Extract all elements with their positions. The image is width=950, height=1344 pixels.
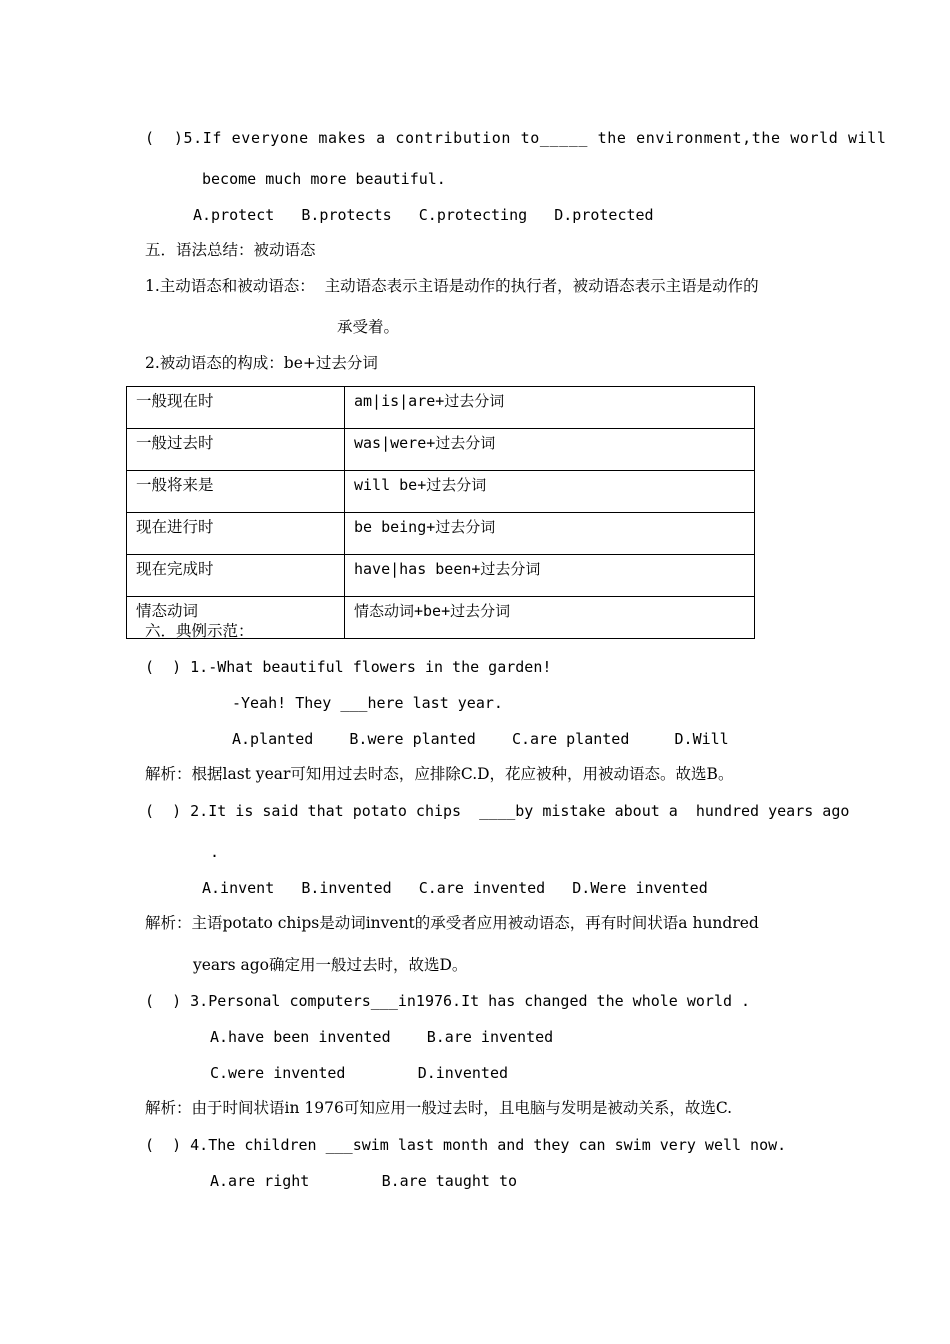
ex3-analysis: 解析：由于时间状语in 1976可知应用一般过去时，且电脑与发明是被动关系，故选C. bbox=[145, 1099, 733, 1117]
ex1-question: ( ) 1.-What beautiful flowers in the garden! bbox=[145, 658, 552, 676]
form-cell: will be+过去分词 bbox=[345, 471, 755, 513]
section5-item1-line2: 承受着。 bbox=[337, 318, 400, 336]
tense-cell: 一般将来是 bbox=[127, 471, 345, 513]
table-row bbox=[127, 555, 755, 597]
ex3-options-2: C.were invented D.invented bbox=[210, 1064, 509, 1082]
table-row bbox=[127, 471, 755, 513]
form-cell: be being+过去分词 bbox=[345, 513, 755, 555]
section5-item2: 2.被动语态的构成：be+过去分词 bbox=[145, 354, 378, 372]
section5-item1-line1: 1.主动语态和被动语态： 主动语态表示主语是动作的执行者，被动语态表示主语是动作的 bbox=[145, 277, 759, 295]
tense-cell: 现在进行时 bbox=[127, 513, 345, 555]
ex3-question: ( ) 3.Personal computers___in1976.It has changed the whole world . bbox=[145, 992, 751, 1010]
section5-title: 五．语法总结：被动语态 bbox=[145, 241, 316, 259]
ex1-analysis: 解析：根据last year可知用过去时态，应排除C.D，花应被种，用被动语态。故选B。 bbox=[145, 765, 734, 783]
ex1-dialogue: -Yeah! They ___here last year. bbox=[232, 694, 503, 712]
tense-cell: 一般现在时 bbox=[127, 387, 345, 429]
q5-line1: ( )5.If everyone makes a contribution to_____ the environment,the world will bbox=[145, 129, 887, 147]
ex2-question-end: . bbox=[210, 843, 220, 861]
q5-options: A.protect B.protects C.protecting D.protected bbox=[193, 206, 654, 224]
ex1-options: A.planted B.were planted C.are planted D.Will bbox=[232, 730, 729, 748]
tense-cell: 现在完成时 bbox=[127, 555, 345, 597]
ex2-analysis-line2: years ago确定用一般过去时，故选D。 bbox=[193, 956, 468, 974]
table-row bbox=[127, 387, 755, 429]
table-row bbox=[127, 513, 755, 555]
section6-title: 六．典例示范： bbox=[145, 622, 254, 640]
table-row bbox=[127, 429, 755, 471]
form-cell: am|is|are+过去分词 bbox=[345, 387, 755, 429]
ex2-analysis-line1: 解析：主语potato chips是动词invent的承受者应用被动语态，再有时间状语a hundred bbox=[145, 914, 759, 932]
ex4-options: A.are right B.are taught to bbox=[210, 1172, 518, 1190]
ex3-options-1: A.have been invented B.are invented bbox=[210, 1028, 554, 1046]
ex4-question: ( ) 4.The children ___swim last month and they can swim very well now. bbox=[145, 1136, 787, 1154]
q5-line2: become much more beautiful. bbox=[202, 170, 446, 188]
ex2-question: ( ) 2.It is said that potato chips ____by mistake about a hundred years ago bbox=[145, 802, 850, 820]
form-cell: 情态动词+be+过去分词 bbox=[345, 597, 755, 639]
passive-voice-table bbox=[126, 386, 755, 639]
tense-cell: 情态动词 bbox=[127, 597, 345, 639]
ex2-options: A.invent B.invented C.are invented D.Were invented bbox=[202, 879, 708, 897]
form-cell: was|were+过去分词 bbox=[345, 429, 755, 471]
form-cell: have|has been+过去分词 bbox=[345, 555, 755, 597]
tense-cell: 一般过去时 bbox=[127, 429, 345, 471]
